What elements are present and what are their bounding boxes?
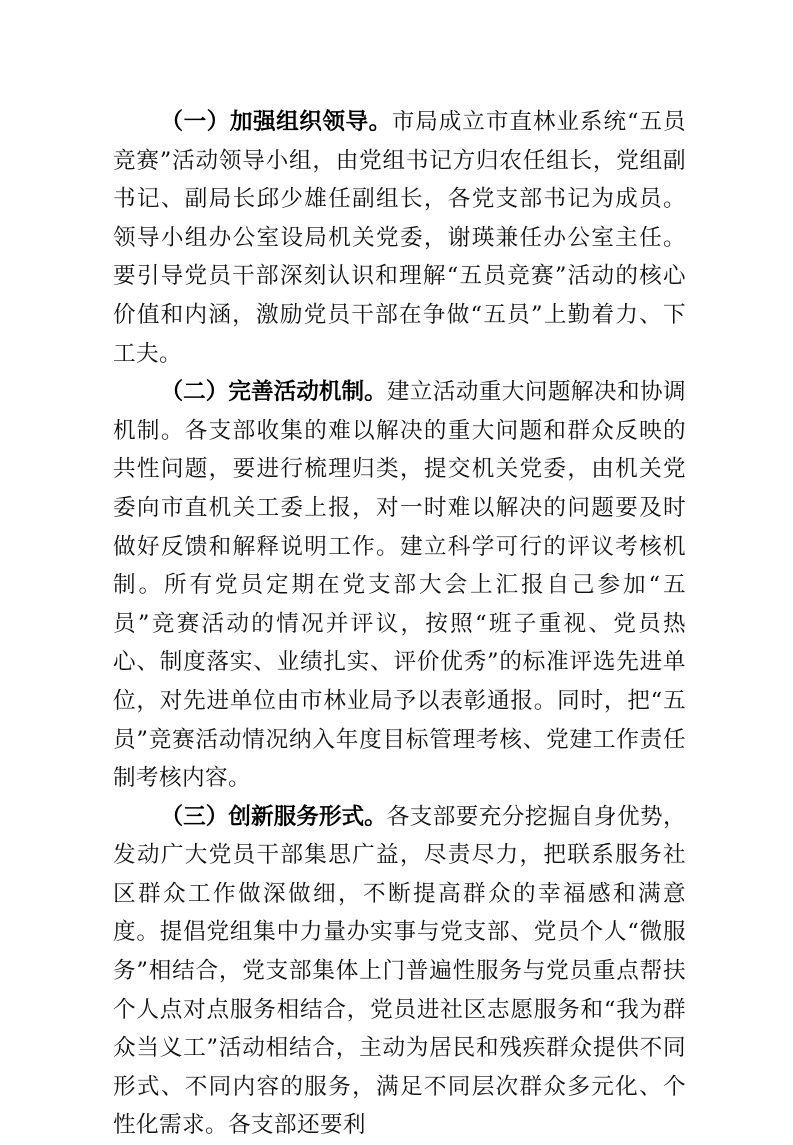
section-paragraph-3 xyxy=(113,798,686,1145)
section-paragraph-2 xyxy=(113,373,686,798)
section-body-1: 市局成立市直林业系统“五员竞赛”活动领导小组，由党组书记方归农任组长，党组副书记、副局长邱少雄任副组长，各党支部书记为成员。领导小组办公室设局机关党委，谢瑛兼任办公室主任。要引导党员干部深刻认识和理解“五员竞赛”活动的核心价值和内涵，激励党员干部在争做“五员”上勤着力、下工夫。 xyxy=(113,109,686,367)
section-heading-2: （二）完善活动机制。 xyxy=(160,379,387,406)
document-body xyxy=(113,103,686,1145)
section-heading-1: （一）加强组织领导。 xyxy=(160,109,392,135)
section-body-2: 建立活动重大问题解决和协调机制。各支部收集的难以解决的重大问题和群众反映的共性问题，要进行梳理归类，提交机关党委，由机关党委向市直机关工委上报，对一时难以解决的问题要及时做好反馈和解释说明工作。建立科学可行的评议考核机制。所有党员定期在党支部大会上汇报自己参加“五员”竞赛活动的情况并评议，按照“班子重视、党员热心、制度落实、业绩扎实、评价优秀”的标准评选先进单位，对先进单位由市林业局予以表彰通报。同时，把“五员”竞赛活动情况纳入年度目标管理考核、党建工作责任制考核内容。 xyxy=(113,379,686,792)
section-paragraph-1 xyxy=(113,103,686,373)
section-body-3: 各支部要充分挖掘自身优势，发动广大党员干部集思广益，尽责尽力，把联系服务社区群众工作做深做细，不断提高群众的幸福感和满意度。提倡党组集中力量办实事与党支部、党员个人“微服务”相结合，党支部集体上门普遍性服务与党员重点帮扶个人点对点服务相结合，党员进社区志愿服务和“我为群众当义工”活动相结合，主动为居民和残疾群众提供不同形式、不同内容的服务，满足不同层次群众多元化、个性化需求。各支部还要利 xyxy=(113,803,686,1139)
section-heading-3: （三）创新服务形式。 xyxy=(160,803,387,830)
